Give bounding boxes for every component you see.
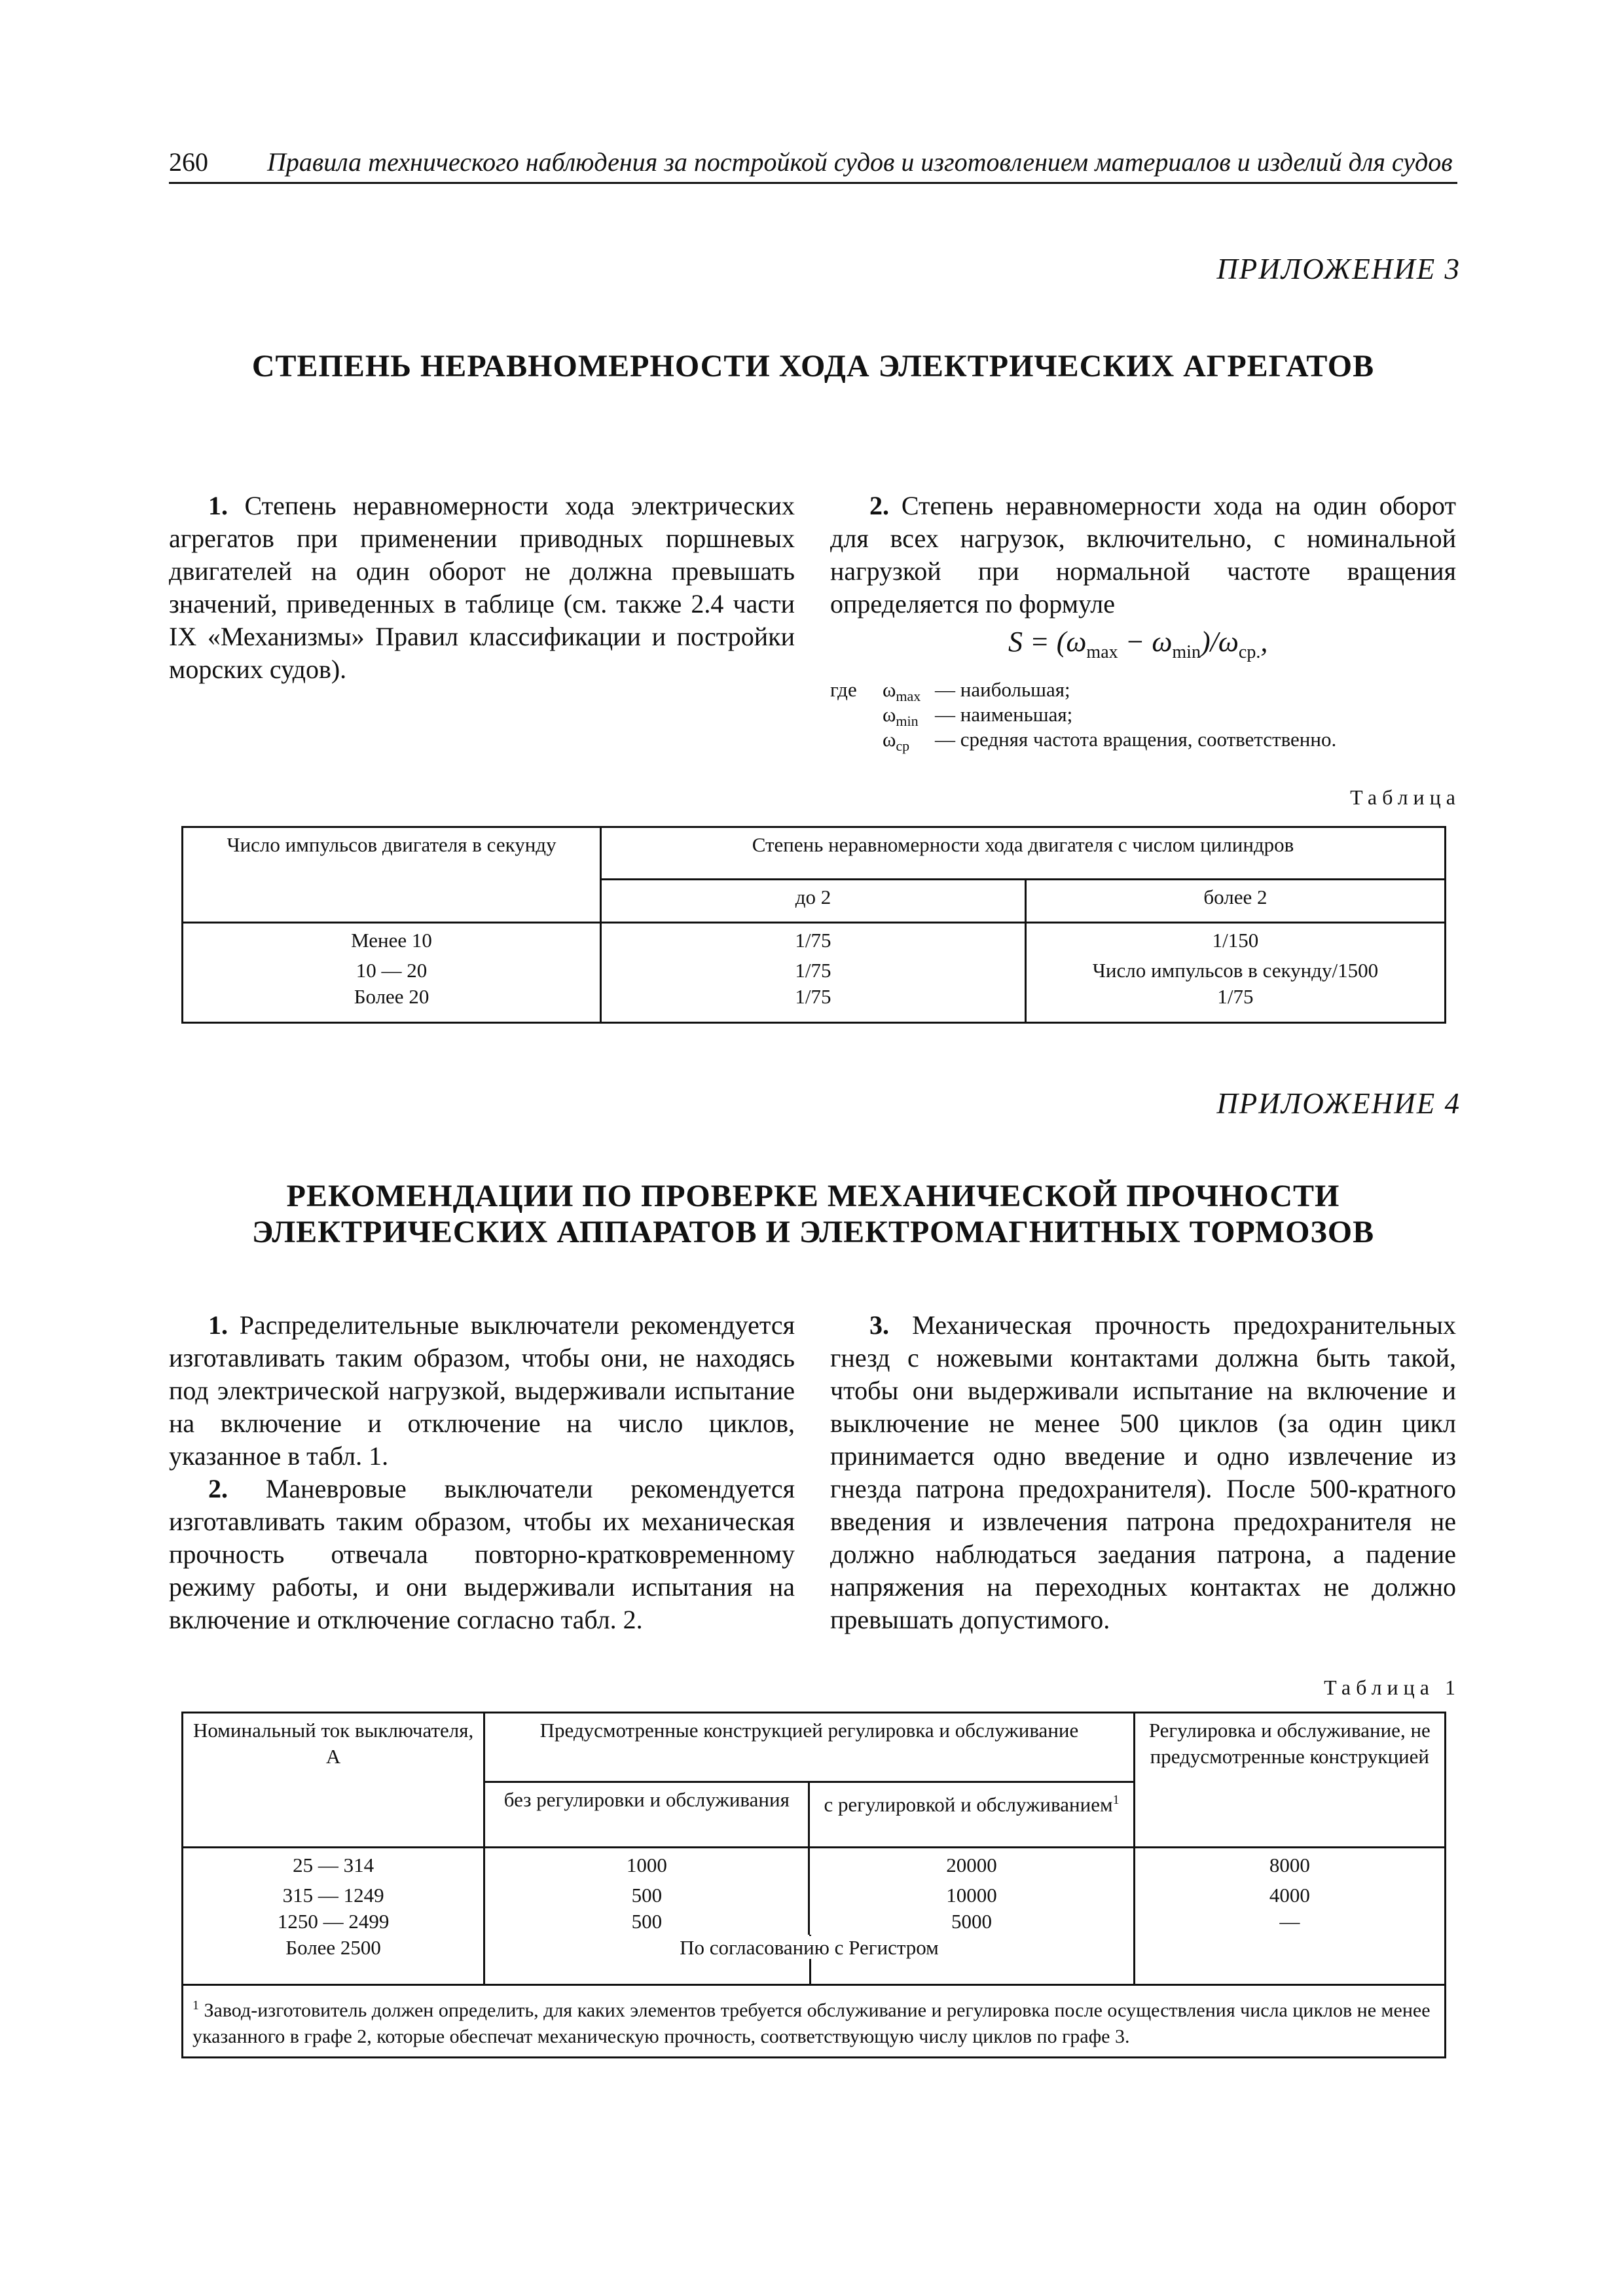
table-cell: Более 2500 <box>183 1935 484 1984</box>
table-row <box>183 958 1446 984</box>
mechanical-strength-table <box>181 1712 1446 2058</box>
table-subheader-cell: без регулировки и обслуживания <box>484 1782 809 1848</box>
formula: $S = (\omega_{max} - \omega_{min})/\omega_{ср.}$, <box>1008 626 1268 662</box>
table-cell: 500 <box>484 1909 809 1935</box>
appendix-3-label: ПРИЛОЖЕНИЕ 3 <box>1216 253 1461 285</box>
table-subheader-cell: более 2 <box>1025 880 1445 923</box>
table-subheader-cell: с регулировкой и обслуживанием$^1$ <box>809 1782 1134 1848</box>
paragraph-number: 2. <box>869 491 889 520</box>
table-row <box>183 1848 1446 1883</box>
appendix-4-left-column <box>169 1309 795 1636</box>
table-header-cell: Число импульсов двигателя в секунду <box>183 827 601 923</box>
appendix-4-paragraph-1 <box>169 1309 795 1473</box>
appendix-3-left-column <box>169 490 795 686</box>
appendix-3-heading: СТЕПЕНЬ НЕРАВНОМЕРНОСТИ ХОДА ЭЛЕКТРИЧЕСКИХ АГРЕГАТОВ <box>251 349 1375 384</box>
table-header-cell: Регулировка и обслуживание, не предусмотренные конструкцией <box>1134 1713 1445 1848</box>
table-cell: 5000 <box>809 1909 1134 1935</box>
running-title: Правила технического наблюдения за постройкой судов и изготовлением материалов и изделий для судов <box>267 147 1453 177</box>
paragraph-number: 3. <box>869 1310 889 1340</box>
table-row <box>183 1935 1446 1984</box>
table-cell: 1/75 <box>601 923 1026 958</box>
table-cell: 10000 <box>809 1882 1134 1909</box>
table-cell: 1/75 <box>601 984 1026 1023</box>
paragraph-number: 1. <box>208 491 228 520</box>
appendix-3-paragraph-2 <box>830 490 1456 620</box>
appendix-3-paragraph-1 <box>169 490 795 686</box>
table-row <box>183 984 1446 1023</box>
table-caption: Таблица <box>1350 785 1461 809</box>
table-cell: 500 <box>484 1882 809 1909</box>
table-cell: Менее 10 <box>183 923 601 958</box>
appendix-4-paragraph-2 <box>169 1473 795 1636</box>
table-cell: 1/75 <box>601 958 1026 984</box>
paragraph-text: Распределительные выключатели рекомендуется изготавливать таким образом, чтобы они, не находясь под электрической нагрузкой, выдерживали испытание на включение и отключение на число циклов, указанное в табл. 1. <box>169 1310 795 1471</box>
table-row <box>183 1909 1446 1935</box>
paragraph-number: 1. <box>208 1310 228 1340</box>
paragraph-text: Маневровые выключатели рекомендуется изготавливать таким образом, чтобы их механическая прочность отвечала повторно-кратковременному режиму работы, и они выдерживали испытания на включение и отключение согласно табл. 2. <box>169 1474 795 1634</box>
appendix-4-heading-line-2: ЭЛЕКТРИЧЕСКИХ АППАРАТОВ И ЭЛЕКТРОМАГНИТНЫХ ТОРМОЗОВ <box>251 1215 1375 1249</box>
paragraph-text: Степень неравномерности хода на один оборот для всех нагрузок, включительно, с номинальной нагрузкой при нормальной частоте вращения определяется по формуле <box>830 491 1456 619</box>
page-number: 260 <box>169 147 208 177</box>
table-cell <box>1134 1935 1445 1984</box>
table-cell: 10 — 20 <box>183 958 601 984</box>
paragraph-text: Степень неравномерности хода электрических агрегатов при применении приводных поршневых двигателей на один оборот не должна превышать значений, приведенных в таблице (см. также 2.4 части IX «Механизмы» Правил классификации и постройки морских судов). <box>169 491 795 684</box>
where-row-max: $\omega_{max}$ — наибольшая; <box>883 678 1070 705</box>
table-cell: 4000 <box>1134 1882 1445 1909</box>
irregularity-table <box>181 826 1446 1024</box>
table-row <box>183 923 1446 958</box>
table-cell: 1/75 <box>1025 984 1445 1023</box>
table-cell: 315 — 1249 <box>183 1882 484 1909</box>
table-cell: 1250 — 2499 <box>183 1909 484 1935</box>
where-word: где <box>830 678 857 701</box>
table-cell: 1000 <box>484 1848 809 1883</box>
table-header-cell: Предусмотренные конструкцией регулировка и обслуживание <box>484 1713 1134 1782</box>
table-footnote: $^1$ Завод-изготовитель должен определить, для каких элементов требуется обслуживание и регулировка после осуществления числа циклов не менее указанного в графе 2, которые обеспечат механическую прочность, соответствующую числу циклов по графе 3. <box>183 1984 1446 2057</box>
appendix-4-right-column <box>830 1309 1456 1636</box>
table-cell: 8000 <box>1134 1848 1445 1883</box>
table-cell: 25 — 314 <box>183 1848 484 1883</box>
table-merged-cell: По согласованию с Регистром <box>484 1935 1134 1984</box>
table-footnote-row <box>183 1984 1446 2057</box>
table-row <box>183 1882 1446 1909</box>
table-cell: 20000 <box>809 1848 1134 1883</box>
table-cell: Число импульсов в секунду/1500 <box>1025 958 1445 984</box>
where-row-min: $\omega_{min}$ — наименьшая; <box>883 703 1073 730</box>
appendix-4-label: ПРИЛОЖЕНИЕ 4 <box>1216 1087 1461 1120</box>
appendix-4-paragraph-3 <box>830 1309 1456 1636</box>
table-cell: Более 20 <box>183 984 601 1023</box>
paragraph-number: 2. <box>208 1474 228 1503</box>
table-header-cell: Степень неравномерности хода двигателя с числом цилиндров <box>601 827 1446 880</box>
table-cell: 1/150 <box>1025 923 1445 958</box>
table-header-cell: Номинальный ток выключателя, А <box>183 1713 484 1848</box>
table-1-caption: Таблица 1 <box>1324 1676 1461 1699</box>
where-row-cp: $\omega_{ср}$ — средняя частота вращения, соответственно. <box>883 728 1337 755</box>
paragraph-text: Механическая прочность предохранительных гнезд с ножевыми контактами должна быть такой, чтобы они выдерживали испытание на включение и выключение не менее 500 циклов (за один цикл принимается одно введение и одно извлечение из гнезда патрона предохранителя). После 500-кратного введения и извлечения патрона предохранителя не должно наблюдаться заедания патрона, а падение напряжения на переходных контактах не должно превышать допустимого. <box>830 1310 1456 1634</box>
table-cell: — <box>1134 1909 1445 1935</box>
appendix-3-right-column <box>830 490 1456 620</box>
table-subheader-cell: до 2 <box>601 880 1026 923</box>
running-header <box>169 145 1457 184</box>
appendix-4-heading-line-1: РЕКОМЕНДАЦИИ ПО ПРОВЕРКЕ МЕХАНИЧЕСКОЙ ПРОЧНОСТИ <box>286 1179 1340 1213</box>
